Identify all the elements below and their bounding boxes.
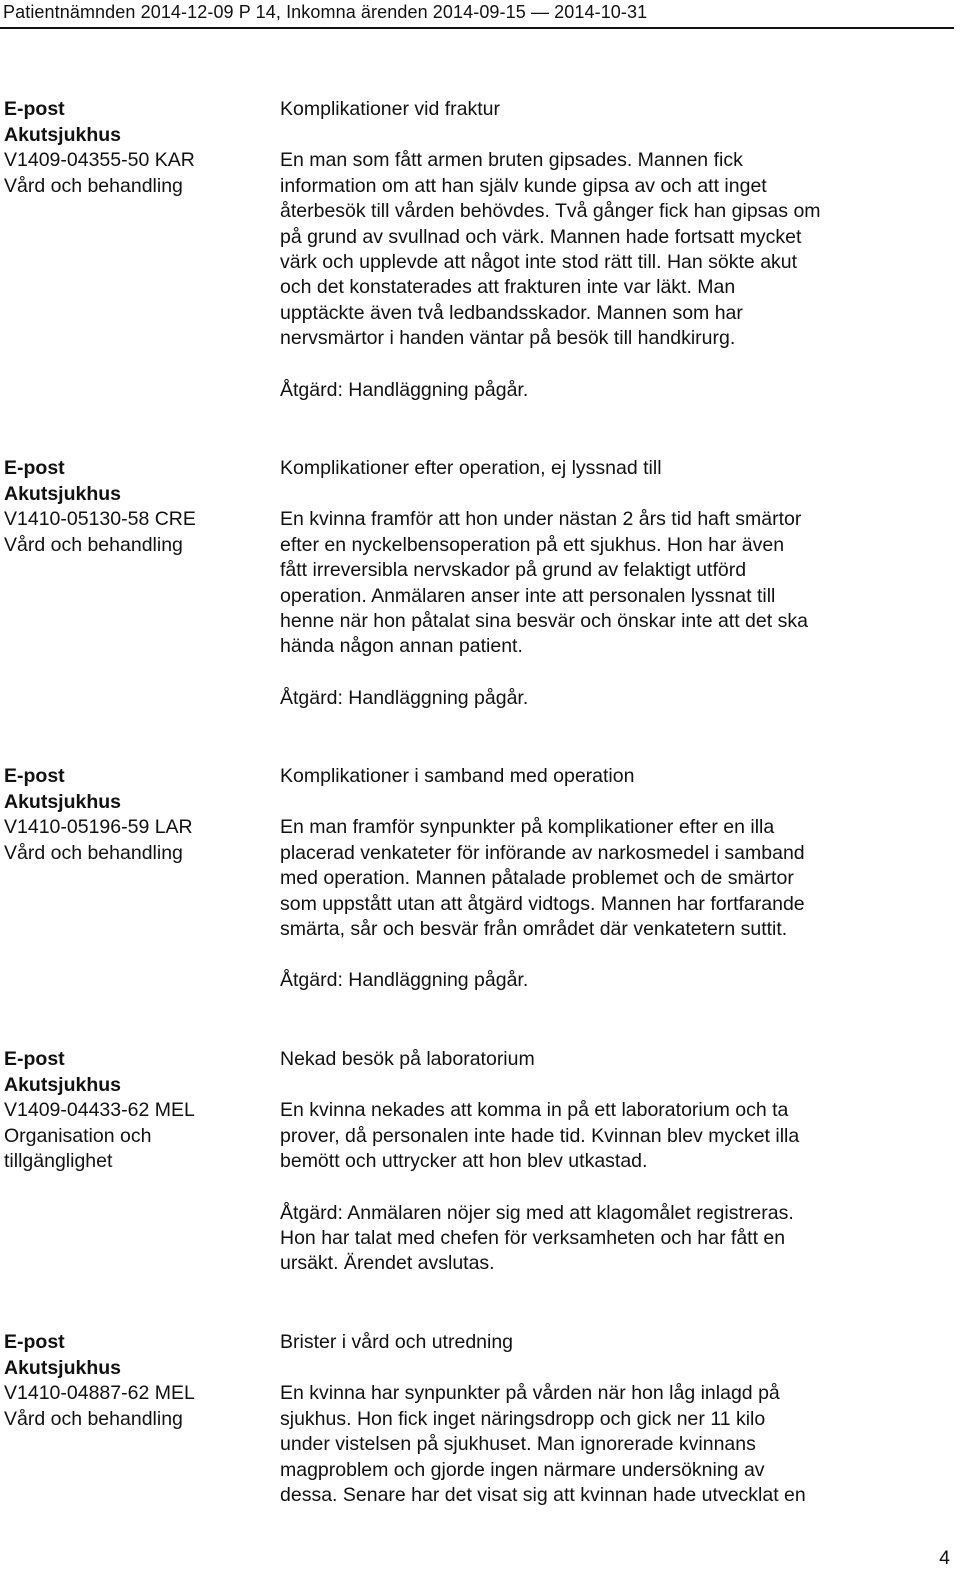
case-details: [280, 1330, 950, 1508]
case-action: Åtgärd: Handläggning pågår.: [280, 686, 529, 709]
case-title: Komplikationer i samband med operation: [280, 765, 635, 787]
case-channel: E-post: [4, 1048, 65, 1070]
page-header: Patientnämnden 2014-12-09 P 14, Inkomna ärenden 2014-09-15 — 2014-10-31: [3, 2, 648, 22]
case-unit: Akutsjukhus: [4, 1073, 122, 1096]
case-description: En man som fått armen bruten gipsades. Mannen fick information om att han själv kunde gipsa av och att inget återbesök till vården behövdes. Två gånger fick han gipsas om på grund av svullnad och värk. Mannen hade fortsatt mycket värk och upplevde att något inte stod rätt till. Han sökte akut och det konstaterades att frakturen inte var läkt. Man upptäckte även två ledbandsskador. Mannen som har nervsmärtor i handen väntar på besök till handkirurg.: [280, 149, 821, 350]
case-description: En kvinna har synpunkter på vården när hon låg inlagd på sjukhus. Hon fick inget näringsdropp och gick ner 11 kilo under vistelsen på sjukhuset. Man ignorerade kvinnans magproblem och gjorde ingen närmare undersökning av dessa. Senare har det visat sig att kvinnan hade utvecklat en: [280, 1382, 806, 1507]
page-number: 4: [939, 1547, 950, 1569]
case-meta: [4, 456, 266, 558]
case-id: V1410-05130-58 CRE: [4, 508, 196, 530]
case-meta: [4, 1330, 266, 1432]
case-category: Vård och behandling: [4, 174, 183, 197]
case-category: Vård och behandling: [4, 533, 183, 556]
case-id: V1409-04355-50 KAR: [4, 149, 195, 171]
case-action: Åtgärd: Handläggning pågår.: [280, 378, 529, 401]
case-action: Åtgärd: Handläggning pågår.: [280, 969, 529, 992]
case-title: Brister i vård och utredning: [280, 1331, 514, 1353]
case-unit: Akutsjukhus: [4, 482, 122, 505]
case-channel: E-post: [4, 457, 65, 479]
case-meta: [4, 1047, 266, 1175]
case-channel: E-post: [4, 1331, 65, 1353]
case-action: Åtgärd: Anmälaren nöjer sig med att klagomålet registreras. Hon har talat med chefen för verksamheten och har fått en ursäkt. Ärendet avslutas.: [280, 1201, 794, 1275]
case-channel: E-post: [4, 765, 65, 787]
case-title: Komplikationer efter operation, ej lyssnad till: [280, 457, 662, 479]
case-details: [280, 1047, 950, 1277]
case-description: En kvinna nekades att komma in på ett laboratorium och ta prover, då personalen inte hade tid. Kvinnan blev mycket illa bemött och uttrycker att hon blev utkastad.: [280, 1099, 800, 1173]
case-category: Vård och behandling: [4, 1407, 183, 1430]
case-unit: Akutsjukhus: [4, 790, 122, 813]
case-id: V1410-05196-59 LAR: [4, 816, 193, 838]
case-id: V1409-04433-62 MEL: [4, 1099, 195, 1121]
case-meta: [4, 97, 266, 199]
header-divider: [0, 27, 954, 29]
case-unit: Akutsjukhus: [4, 1356, 122, 1379]
case-title: Nekad besök på laboratorium: [280, 1048, 535, 1070]
case-description: En man framför synpunkter på komplikationer efter en illa placerad venkateter för införande av narkosmedel i samband med operation. Mannen påtalade problemet och de smärtor som uppstått utan att åtgärd vidtogs. Mannen har fortfarande smärta, sår och besvär från området där venkatetern suttit.: [280, 816, 805, 941]
case-details: [280, 97, 950, 403]
case-channel: E-post: [4, 98, 65, 120]
case-details: [280, 764, 950, 994]
case-description: En kvinna framför att hon under nästan 2 års tid haft smärtor efter en nyckelbensoperation på ett sjukhus. Hon har även fått irreversibla nervskador på grund av felaktigt utförd operation. Anmälaren anser inte att personalen lyssnat till henne när hon påtalat sina besvär och önskar inte att det ska hända någon annan patient.: [280, 508, 808, 658]
case-unit: Akutsjukhus: [4, 123, 122, 146]
case-id: V1410-04887-62 MEL: [4, 1382, 195, 1404]
case-meta: [4, 764, 266, 866]
case-category: Organisation och tillgänglighet: [4, 1124, 152, 1172]
case-title: Komplikationer vid fraktur: [280, 98, 501, 120]
case-details: [280, 456, 950, 711]
case-category: Vård och behandling: [4, 841, 183, 864]
